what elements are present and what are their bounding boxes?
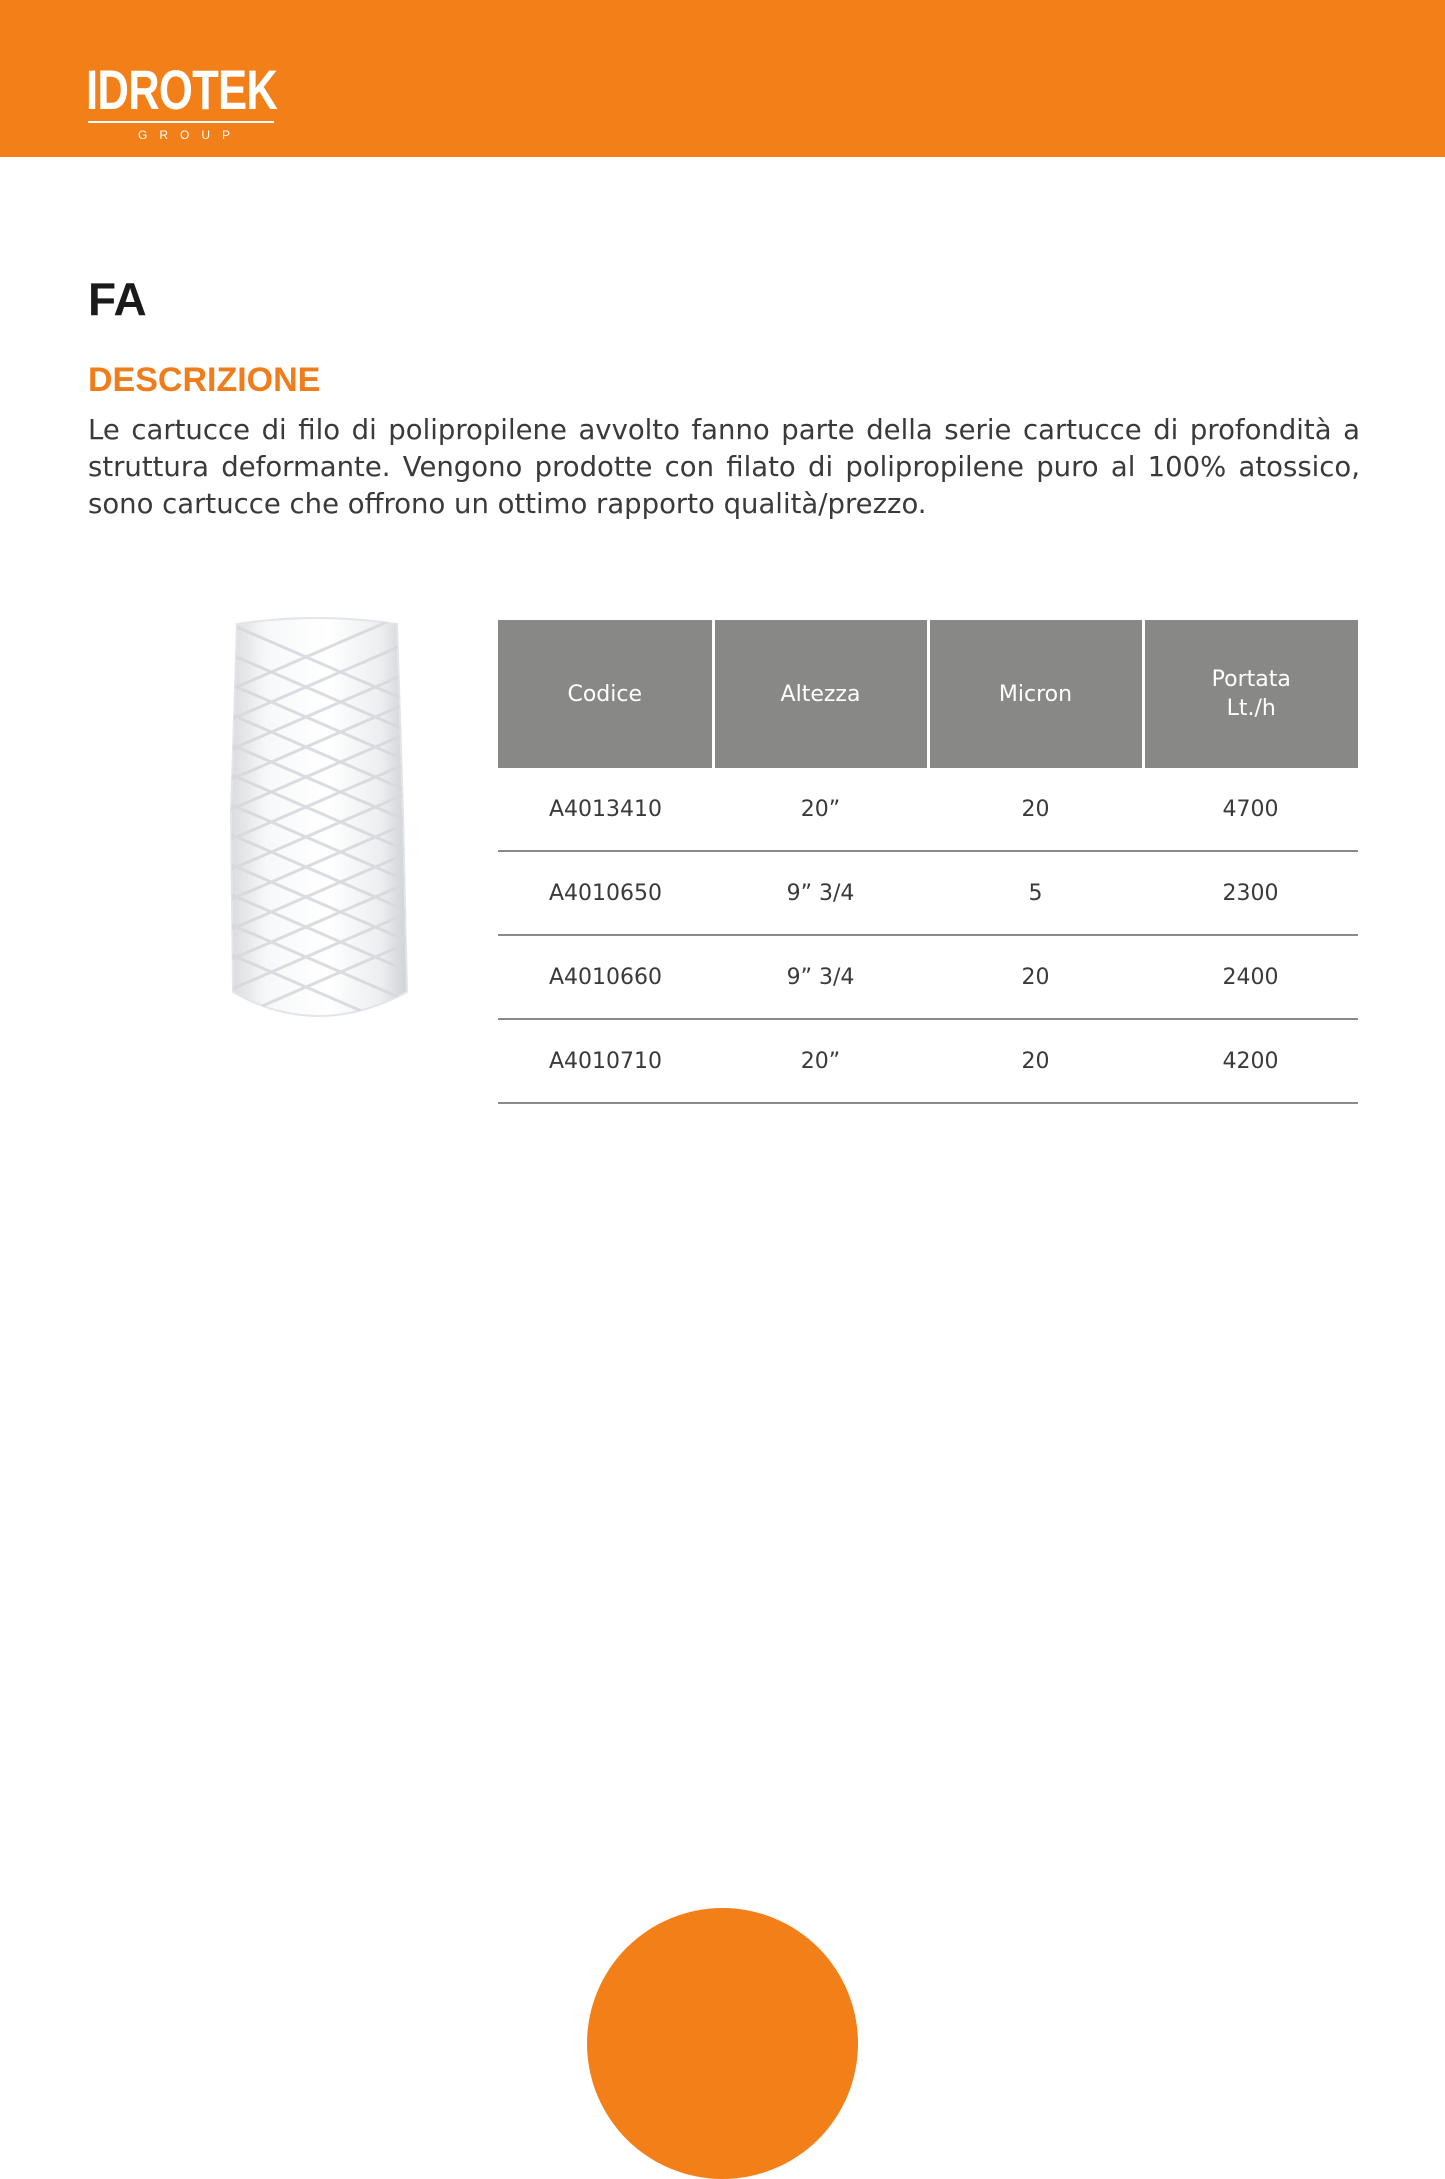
logo-wordmark: IDROTEK — [86, 58, 278, 121]
specification-table — [498, 620, 1358, 1104]
table-header-row — [498, 620, 1358, 768]
description-heading: DESCRIZIONE — [88, 361, 321, 399]
cell-altezza: 20” — [713, 1019, 928, 1103]
cell-codice: A4013410 — [498, 768, 713, 851]
cell-altezza: 9” 3/4 — [713, 851, 928, 935]
table-row — [498, 851, 1358, 935]
logo-subtext: GROUP — [138, 128, 243, 142]
column-header-micron: Micron — [928, 620, 1143, 768]
cell-portata: 4200 — [1143, 1019, 1358, 1103]
filter-cartridge-image — [225, 612, 410, 1042]
footer-orange-circle — [587, 1908, 858, 2179]
table-row — [498, 935, 1358, 1019]
logo-divider — [88, 121, 274, 123]
column-header-portata — [1143, 620, 1358, 768]
company-logo — [86, 58, 278, 148]
portata-label: Portata — [1211, 667, 1291, 692]
cell-micron: 20 — [928, 1019, 1143, 1103]
cell-portata: 2400 — [1143, 935, 1358, 1019]
column-header-codice: Codice — [498, 620, 713, 768]
cell-altezza: 20” — [713, 768, 928, 851]
cell-portata: 2300 — [1143, 851, 1358, 935]
column-header-altezza: Altezza — [713, 620, 928, 768]
cell-codice: A4010660 — [498, 935, 713, 1019]
cell-altezza: 9” 3/4 — [713, 935, 928, 1019]
cell-micron: 5 — [928, 851, 1143, 935]
portata-unit: Lt./h — [1226, 696, 1276, 721]
cell-micron: 20 — [928, 768, 1143, 851]
page-header — [0, 0, 1445, 157]
table-row — [498, 1019, 1358, 1103]
table-row — [498, 768, 1358, 851]
product-title: FA — [88, 273, 147, 325]
cell-codice: A4010650 — [498, 851, 713, 935]
cell-codice: A4010710 — [498, 1019, 713, 1103]
product-description: Le cartucce di filo di polipropilene avvolto fanno parte della serie cartucce di profondità a struttura deformante. Vengono prodotte con filato di polipropilene puro al 100% atossico, sono cartucce che offrono un ottimo rapporto qualità/prezzo. — [88, 414, 1360, 520]
cell-micron: 20 — [928, 935, 1143, 1019]
cell-portata: 4700 — [1143, 768, 1358, 851]
